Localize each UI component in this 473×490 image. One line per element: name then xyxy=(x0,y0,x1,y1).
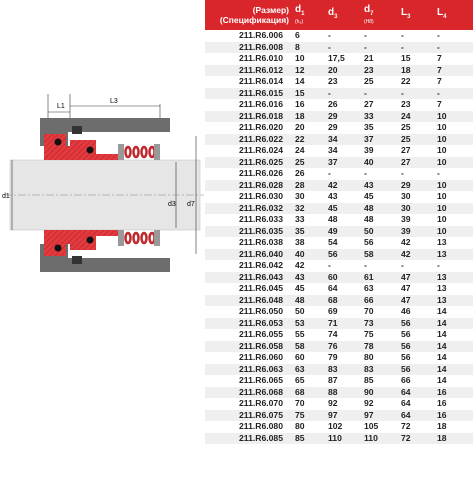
cell-spec-code: 211.R6.008 xyxy=(239,41,283,52)
table-row xyxy=(205,341,473,353)
cell-value: 18 xyxy=(295,110,305,121)
table-body xyxy=(205,30,473,444)
cell-spec-code: 211.R6.038 xyxy=(239,237,283,247)
cell-value: 20 xyxy=(295,122,305,132)
cell-value: - xyxy=(437,260,440,270)
table-row xyxy=(205,30,473,42)
cell-value: 13 xyxy=(437,271,447,282)
cell-value: 13 xyxy=(437,283,447,293)
cell-value: 20 xyxy=(328,64,338,75)
cell-value: 56 xyxy=(401,352,411,362)
cell-value: 58 xyxy=(364,248,374,259)
cell-value: 40 xyxy=(295,248,305,259)
cell-value: 14 xyxy=(437,375,447,385)
cell-value: 23 xyxy=(401,99,411,109)
cell-value: 14 xyxy=(437,363,447,374)
cell-value: 64 xyxy=(401,398,411,408)
cell-value: 37 xyxy=(328,156,338,167)
cell-spec-code: 211.R6.025 xyxy=(239,156,283,167)
cell-value: - xyxy=(437,87,440,98)
cell-spec-code: 211.R6.048 xyxy=(239,294,283,305)
cell-value: 56 xyxy=(328,248,338,259)
table-row xyxy=(205,433,473,445)
cell-value: 16 xyxy=(437,386,447,397)
cell-value: - xyxy=(328,260,331,270)
cell-value: 16 xyxy=(295,99,305,109)
dimensions-table-container xyxy=(205,0,473,444)
dim-label-d3: d3 xyxy=(168,201,176,208)
cell-value: 35 xyxy=(295,225,305,236)
cell-spec-code: 211.R6.080 xyxy=(239,421,283,431)
cell-spec-code: 211.R6.020 xyxy=(239,122,283,132)
cell-value: 25 xyxy=(364,76,374,86)
table-row xyxy=(205,168,473,180)
cell-value: 15 xyxy=(295,87,305,98)
dim-label-d7: d7 xyxy=(187,201,195,208)
cell-spec-code: 211.R6.014 xyxy=(239,76,283,86)
cell-value: 76 xyxy=(328,340,338,351)
cell-value: 110 xyxy=(328,432,342,443)
cell-value: 40 xyxy=(364,156,374,167)
table-row xyxy=(205,329,473,341)
cell-value: - xyxy=(401,168,404,178)
cell-value: 25 xyxy=(295,156,305,167)
cell-value: 14 xyxy=(437,340,447,351)
cell-spec-code: 211.R6.058 xyxy=(239,340,283,351)
dim-label-l1: L1 xyxy=(57,103,65,110)
cell-spec-code: 211.R6.032 xyxy=(239,202,283,213)
cell-spec-code: 211.R6.055 xyxy=(239,329,283,339)
cell-value: 7 xyxy=(437,99,442,109)
cell-value: 73 xyxy=(364,317,374,328)
cell-value: 30 xyxy=(401,191,411,201)
cell-value: - xyxy=(364,260,367,270)
table-row xyxy=(205,134,473,146)
cell-spec-code: 211.R6.060 xyxy=(239,352,283,362)
cell-value: 27 xyxy=(401,156,411,167)
table-row xyxy=(205,122,473,134)
cell-value: 64 xyxy=(328,283,338,293)
dimensions-table xyxy=(205,0,473,444)
cell-value: - xyxy=(401,260,404,270)
cell-spec-code: 211.R6.043 xyxy=(239,271,283,282)
cell-spec-code: 211.R6.035 xyxy=(239,225,283,236)
cell-value: 70 xyxy=(364,306,374,316)
cell-spec-code: 211.R6.030 xyxy=(239,191,283,201)
cell-value: 29 xyxy=(401,179,411,190)
cell-value: 10 xyxy=(437,202,447,213)
cell-value: 66 xyxy=(364,294,374,305)
cell-value: 56 xyxy=(401,317,411,328)
cell-spec-code: 211.R6.040 xyxy=(239,248,283,259)
cell-value: 74 xyxy=(328,329,338,339)
table-row xyxy=(205,145,473,157)
cell-value: 18 xyxy=(437,421,447,431)
cell-value: 17,5 xyxy=(328,53,345,63)
table-row xyxy=(205,53,473,65)
cell-value: 14 xyxy=(437,306,447,316)
cell-value: 13 xyxy=(437,237,447,247)
cell-spec-code: 211.R6.006 xyxy=(239,30,283,40)
cell-value: 97 xyxy=(328,409,338,420)
cell-spec-code: 211.R6.053 xyxy=(239,317,283,328)
cell-value: 16 xyxy=(437,409,447,420)
cell-value: - xyxy=(401,87,404,98)
cell-value: 10 xyxy=(437,156,447,167)
header-col-d3: $d_3$ xyxy=(328,7,338,20)
cell-value: 110 xyxy=(364,432,378,443)
cell-value: 28 xyxy=(295,179,305,190)
cell-value: 22 xyxy=(295,133,305,144)
cell-value: 7 xyxy=(437,64,442,75)
cell-value: 56 xyxy=(401,329,411,339)
cell-value: 70 xyxy=(295,398,305,408)
cell-spec-code: 211.R6.010 xyxy=(239,53,283,63)
cell-spec-code: 211.R6.012 xyxy=(239,64,283,75)
cell-value: - xyxy=(437,41,440,52)
cell-value: 92 xyxy=(364,398,374,408)
cell-value: 16 xyxy=(437,398,447,408)
cell-value: 50 xyxy=(295,306,305,316)
cell-value: 30 xyxy=(401,202,411,213)
cell-value: 69 xyxy=(328,306,338,316)
cell-value: 14 xyxy=(437,352,447,362)
cell-value: 64 xyxy=(401,386,411,397)
table-row xyxy=(205,42,473,54)
table-row xyxy=(205,387,473,399)
cell-value: - xyxy=(328,30,331,40)
cell-value: 7 xyxy=(437,76,442,86)
cell-value: 65 xyxy=(295,375,305,385)
cell-value: - xyxy=(328,168,331,178)
cell-value: 47 xyxy=(401,271,411,282)
cell-value: 45 xyxy=(295,283,305,293)
cell-value: 63 xyxy=(364,283,374,293)
cell-value: - xyxy=(401,30,404,40)
cell-value: 56 xyxy=(401,363,411,374)
cell-value: 21 xyxy=(364,53,374,63)
table-row xyxy=(205,76,473,88)
header-col-d1: $d_1$ (h₆) xyxy=(295,4,305,25)
cell-value: 68 xyxy=(295,386,305,397)
cell-value: 63 xyxy=(295,363,305,374)
cell-value: 80 xyxy=(295,421,305,431)
cell-value: 61 xyxy=(364,271,374,282)
cell-value: 10 xyxy=(437,191,447,201)
table-row xyxy=(205,180,473,192)
cell-value: 48 xyxy=(364,214,374,224)
cell-value: 49 xyxy=(328,225,338,236)
cell-spec-code: 211.R6.085 xyxy=(239,432,283,443)
cell-value: 26 xyxy=(295,168,305,178)
cell-value: 78 xyxy=(364,340,374,351)
cell-value: 47 xyxy=(401,283,411,293)
cell-value: - xyxy=(328,87,331,98)
cell-value: 55 xyxy=(295,329,305,339)
cell-value: 64 xyxy=(401,409,411,420)
cell-value: 50 xyxy=(364,225,374,236)
cell-value: 34 xyxy=(328,133,338,144)
cell-value: 14 xyxy=(295,76,305,86)
cell-value: 23 xyxy=(328,76,338,86)
cell-value: 88 xyxy=(328,386,338,397)
cell-spec-code: 211.R6.042 xyxy=(239,260,283,270)
dim-label-l3: L3 xyxy=(110,98,118,105)
cell-value: 23 xyxy=(364,64,374,75)
cell-value: 72 xyxy=(401,432,411,443)
cell-value: 15 xyxy=(401,53,411,63)
cell-value: 10 xyxy=(437,122,447,132)
cell-value: 34 xyxy=(328,145,338,155)
cell-value: 47 xyxy=(401,294,411,305)
cell-spec-code: 211.R6.063 xyxy=(239,363,283,374)
cell-value: 42 xyxy=(401,248,411,259)
cell-value: 32 xyxy=(295,202,305,213)
cell-value: 6 xyxy=(295,30,300,40)
cell-value: 42 xyxy=(328,179,338,190)
cell-value: 102 xyxy=(328,421,343,431)
cell-value: - xyxy=(437,30,440,40)
cell-value: 60 xyxy=(328,271,338,282)
table-row xyxy=(205,421,473,433)
cell-value: 29 xyxy=(328,110,338,121)
cell-spec-code: 211.R6.033 xyxy=(239,214,283,224)
cell-value: 35 xyxy=(364,122,374,132)
cell-value: 60 xyxy=(295,352,305,362)
table-row xyxy=(205,272,473,284)
cell-spec-code: 211.R6.045 xyxy=(239,283,283,293)
cell-value: 79 xyxy=(328,352,338,362)
cell-value: 42 xyxy=(401,237,411,247)
cell-value: 90 xyxy=(364,386,374,397)
cell-spec-code: 211.R6.068 xyxy=(239,386,283,397)
table-row xyxy=(205,237,473,249)
cell-value: 75 xyxy=(364,329,374,339)
table-row xyxy=(205,99,473,111)
table-row xyxy=(205,306,473,318)
cell-value: 33 xyxy=(295,214,305,224)
dim-label-d1: d1 xyxy=(2,193,10,200)
table-row xyxy=(205,111,473,123)
cell-value: - xyxy=(364,87,367,98)
cell-value: 18 xyxy=(401,64,411,75)
header-size-label: (Размер) xyxy=(252,5,289,15)
table-row xyxy=(205,295,473,307)
cell-value: 27 xyxy=(364,99,374,109)
cell-value: 14 xyxy=(437,317,447,328)
cell-value: 7 xyxy=(437,53,442,63)
table-row xyxy=(205,283,473,295)
cell-value: 10 xyxy=(437,110,447,121)
table-row xyxy=(205,260,473,272)
cell-value: 43 xyxy=(328,191,338,201)
cell-value: 85 xyxy=(364,375,374,385)
cell-value: 83 xyxy=(328,363,338,374)
cell-value: 10 xyxy=(437,214,447,224)
cell-value: 25 xyxy=(401,133,411,144)
cell-spec-code: 211.R6.028 xyxy=(239,179,283,190)
cell-value: 45 xyxy=(328,202,338,213)
cell-value: 72 xyxy=(401,421,411,431)
seal-drawing-svg xyxy=(0,90,208,300)
cell-value: 10 xyxy=(437,179,447,190)
cell-spec-code: 211.R6.026 xyxy=(239,168,283,178)
cell-value: 53 xyxy=(295,317,305,328)
header-col-d7: $d_7$ (H8) xyxy=(364,4,374,25)
table-row xyxy=(205,398,473,410)
cell-value: 68 xyxy=(328,294,338,305)
table-row xyxy=(205,191,473,203)
cell-value: 43 xyxy=(364,179,374,190)
cell-value: - xyxy=(364,30,367,40)
cell-spec-code: 211.R6.018 xyxy=(239,110,283,121)
cell-spec-code: 211.R6.075 xyxy=(239,409,283,420)
cell-value: 39 xyxy=(401,225,411,236)
cell-value: 58 xyxy=(295,340,305,351)
cell-value: 39 xyxy=(364,145,374,155)
table-row xyxy=(205,318,473,330)
table-header xyxy=(205,0,473,30)
cell-spec-code: 211.R6.016 xyxy=(239,99,283,109)
cell-value: - xyxy=(437,168,440,178)
cell-value: 24 xyxy=(401,110,411,121)
header-spec-label: (Спецификация) xyxy=(219,15,289,25)
cell-value: 66 xyxy=(401,375,411,385)
cell-value: 92 xyxy=(328,398,338,408)
cell-spec-code: 211.R6.024 xyxy=(239,145,283,155)
cell-value: 29 xyxy=(328,122,338,132)
cell-value: 10 xyxy=(437,133,447,144)
cell-value: 105 xyxy=(364,421,379,431)
cell-value: 13 xyxy=(437,294,447,305)
cell-value: 48 xyxy=(295,294,305,305)
seal-cross-section-drawing xyxy=(0,90,208,300)
header-spec xyxy=(205,0,295,30)
cell-value: 75 xyxy=(295,409,305,420)
cell-value: 13 xyxy=(437,248,447,259)
cell-value: 8 xyxy=(295,41,300,52)
cell-value: 45 xyxy=(364,191,374,201)
cell-value: 33 xyxy=(364,110,374,121)
cell-value: 56 xyxy=(401,340,411,351)
cell-value: - xyxy=(364,41,367,52)
cell-value: - xyxy=(401,41,404,52)
cell-value: 46 xyxy=(401,306,411,316)
cell-value: 12 xyxy=(295,64,305,75)
cell-spec-code: 211.R6.050 xyxy=(239,306,283,316)
cell-value: 18 xyxy=(437,432,447,443)
cell-value: 54 xyxy=(328,237,338,247)
cell-value: 37 xyxy=(364,133,374,144)
cell-value: 22 xyxy=(401,76,411,86)
cell-value: 24 xyxy=(295,145,305,155)
table-row xyxy=(205,249,473,261)
cell-value: 56 xyxy=(364,237,374,247)
cell-value: 85 xyxy=(295,432,305,443)
table-row xyxy=(205,214,473,226)
table-row xyxy=(205,65,473,77)
cell-value: 14 xyxy=(437,329,447,339)
cell-value: 38 xyxy=(295,237,305,247)
cell-value: 48 xyxy=(328,214,338,224)
cell-value: 80 xyxy=(364,352,374,362)
table-row xyxy=(205,375,473,387)
cell-value: 83 xyxy=(364,363,374,374)
table-row xyxy=(205,88,473,100)
table-row xyxy=(205,364,473,376)
cell-value: 97 xyxy=(364,409,374,420)
header-col-l3: $L_3$ xyxy=(401,7,411,20)
cell-value: 87 xyxy=(328,375,338,385)
cell-value: - xyxy=(328,41,331,52)
cell-value: 30 xyxy=(295,191,305,201)
cell-value: 10 xyxy=(437,145,447,155)
cell-value: 71 xyxy=(328,317,338,328)
cell-value: 27 xyxy=(401,145,411,155)
cell-spec-code: 211.R6.065 xyxy=(239,375,283,385)
cell-value: 10 xyxy=(437,225,447,236)
table-row xyxy=(205,203,473,215)
cell-value: 48 xyxy=(364,202,374,213)
cell-value: 10 xyxy=(295,53,305,63)
header-col-l4: $L_4$ xyxy=(437,7,447,20)
cell-value: 25 xyxy=(401,122,411,132)
cell-value: - xyxy=(364,168,367,178)
cell-value: 26 xyxy=(328,99,338,109)
cell-value: 42 xyxy=(295,260,305,270)
cell-spec-code: 211.R6.070 xyxy=(239,398,283,408)
cell-spec-code: 211.R6.015 xyxy=(239,87,283,98)
cell-spec-code: 211.R6.022 xyxy=(239,133,283,144)
cell-value: 43 xyxy=(295,271,305,282)
table-row xyxy=(205,352,473,364)
cell-value: 39 xyxy=(401,214,411,224)
table-row xyxy=(205,226,473,238)
table-row xyxy=(205,157,473,169)
table-row xyxy=(205,410,473,422)
